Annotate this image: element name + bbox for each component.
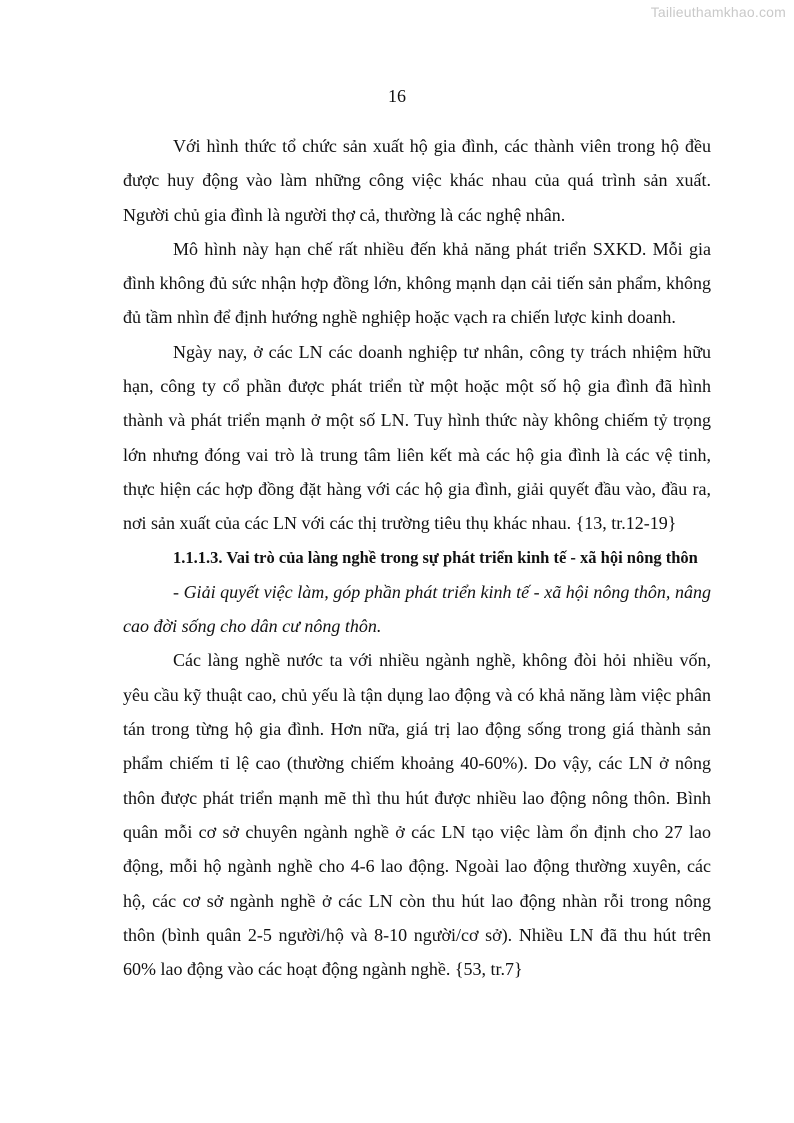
- paragraph-model-limitations: Mô hình này hạn chế rất nhiều đến khả năng phát triển SXKD. Mỗi gia đình không đủ sức nhận hợp đồng lớn, không mạnh dạn cải tiến sản phẩm, không đủ tầm nhìn để định hướng nghề nghiệp hoặc vạch ra chiến lược kinh doanh.: [123, 238, 711, 328]
- section-heading: 1.1.1.3. Vai trò của làng nghề trong sự phát triển kinh tế - xã hội nông thôn: [173, 547, 698, 567]
- paragraph-enterprises: Ngày nay, ở các LN các doanh nghiệp tư nhân, công ty trách nhiệm hữu hạn, công ty cổ phần được phát triển từ một hoặc một số hộ gia đình đã hình thành và phát triển mạnh ở một số LN. Tuy hình thức này không chiếm tỷ trọng lớn nhưng đóng vai trò là trung tâm liên kết mà các hộ gia đình là các vệ tinh, thực hiện các hợp đồng đặt hàng với các hộ gia đình, giải quyết đầu vào, đầu ra, nơi sản xuất của các LN với các thị trường tiêu thụ khác nhau. {13, tr.12-19}: [123, 341, 711, 534]
- page-number: 16: [388, 86, 406, 106]
- document-body: [123, 129, 711, 986]
- watermark: Tailieuthamkhao.com: [650, 4, 786, 20]
- italic-subheading: - Giải quyết việc làm, góp phần phát triển kinh tế - xã hội nông thôn, nâng cao đời sống cho dân cư nông thôn.: [123, 581, 711, 637]
- paragraph-employment: Các làng nghề nước ta với nhiều ngành nghề, không đòi hỏi nhiều vốn, yêu cầu kỹ thuật cao, chủ yếu là tận dụng lao động và có khả năng làm việc phân tán trong từng hộ gia đình. Hơn nữa, giá trị lao động sống trong giá thành sản phẩm chiếm tỉ lệ cao (thường chiếm khoảng 40-60%). Do vậy, các LN ở nông thôn được phát triển mạnh mẽ thì thu hút được nhiều lao động nông thôn. Bình quân mỗi cơ sở chuyên ngành nghề ở các LN tạo việc làm ổn định cho 27 lao động, mỗi hộ ngành nghề cho 4-6 lao động. Ngoài lao động thường xuyên, các hộ, các cơ sở ngành nghề ở các LN còn thu hút lao động nhàn rỗi trong nông thôn (bình quân 2-5 người/hộ và 8-10 người/cơ sở). Nhiều LN đã thu hút trên 60% lao động vào các hoạt động ngành nghề. {53, tr.7}: [123, 650, 711, 980]
- paragraph-household-production: Với hình thức tổ chức sản xuất hộ gia đình, các thành viên trong hộ đều được huy động vào làm những công việc khác nhau của quá trình sản xuất. Người chủ gia đình là người thợ cả, thường là các nghệ nhân.: [123, 136, 711, 225]
